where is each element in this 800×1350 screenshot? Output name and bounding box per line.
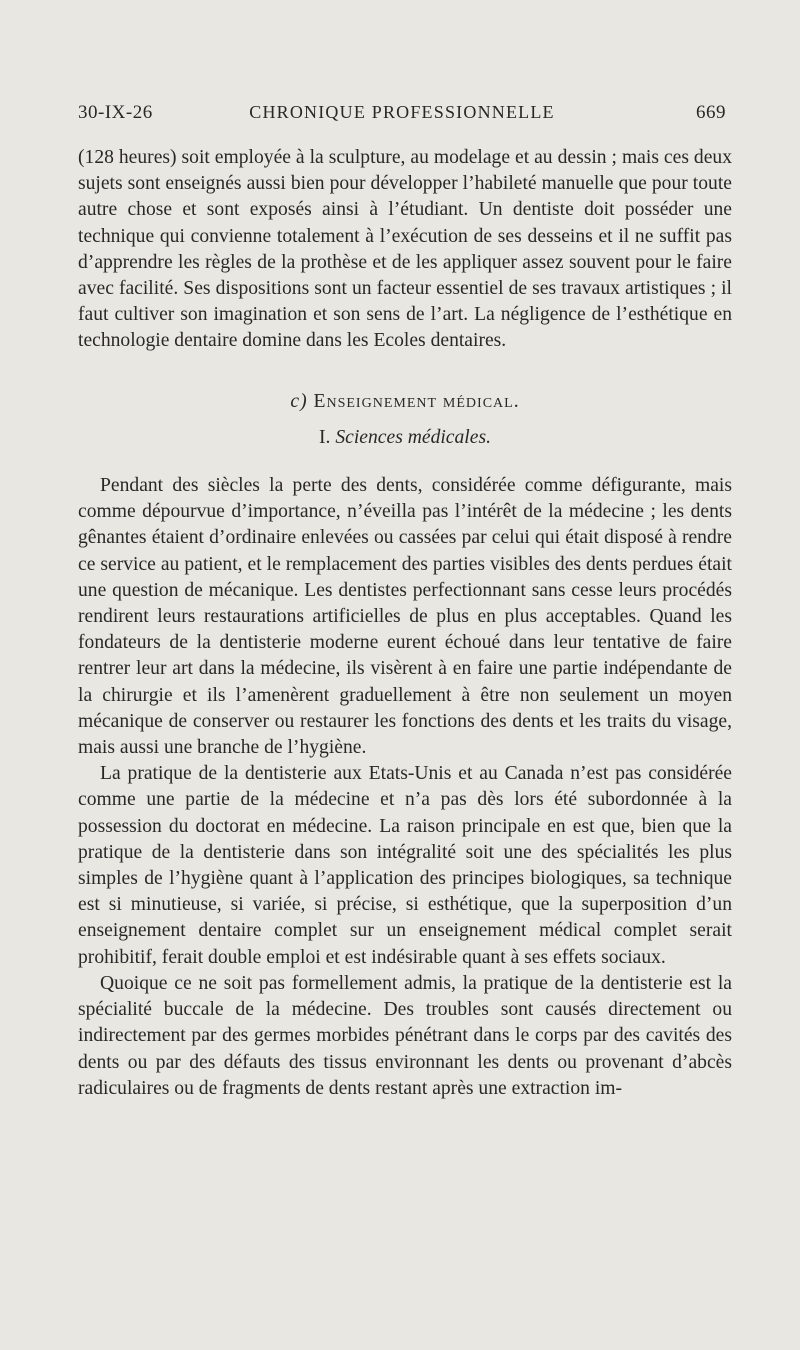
running-head [78, 102, 726, 132]
subsection-title: Sciences médicales. [335, 426, 491, 448]
header-date: 30-IX-26 [78, 102, 153, 123]
paragraph: Quoique ce ne soit pas formellement admis, la pratique de la dentisterie est la spécialité buccale de la médecine. Des troubles sont causés directement ou indirectement par des germes morbides pénétrant dans le corps par des cavités des dents ou par des défauts des tissus environnant les dents ou provenant d’abcès radiculaires ou de fragments de dents restant après une extraction im- [78, 972, 732, 1099]
subsection-heading [78, 425, 732, 451]
paragraph: Pendant des siècles la perte des dents, considérée comme défigurante, mais comme dépourvue d’importance, n’éveilla pas l’intérêt de la médecine ; les dents gênantes étaient d’ordinaire enlevées ou cassées par celui qui était disposé à rendre ce service au patient, et le remplacement des parties visibles des dents perdues était une question de mécanique. Les dentistes perfectionnant sans cesse leurs procédés rendirent leurs restaurations artificielles de plus en plus acceptables. Quand les fondateurs de la dentisterie moderne eurent échoué dans leur tentative de faire rentrer leur art dans la médecine, ils visèrent à en faire une partie indépendante de la chirurgie et ils l’amenèrent graduellement à être non seulement un moyen mécanique de conserver ou restaurer les fonctions des dents et les traits du visage, mais aussi une branche de l’hygiène. [78, 475, 732, 759]
subsection-number: I. [319, 426, 331, 448]
paragraph: La pratique de la dentisterie aux Etats-Unis et au Canada n’est pas considérée comme une partie de la médecine et n’a pas dès lors été subordonnée à la possession du doctorat en médecine. La raison principale en est que, bien que la pratique de la dentisterie dans son intégralité soit une des spécialités les plus simples de l’hygiène quant à l’application des principes biologiques, sa technique est si minutieuse, si variée, si précise, si esthétique, que la superposition d’un enseignement dentaire complet sur un enseignement médical complet serait prohibitif, ferait double emploi et est indésirable quant à ses effets sociaux. [78, 763, 732, 968]
section-title: Enseignement médical. [313, 390, 520, 412]
section-letter: c) [290, 390, 308, 412]
section-heading [78, 389, 732, 415]
header-title: CHRONIQUE PROFESSIONNELLE [249, 102, 555, 122]
page-number: 669 [696, 102, 726, 123]
page-body [78, 145, 732, 1102]
paragraph-continued: (128 heures) soit employée à la sculpture, au modelage et au dessin ; mais ces deux sujets sont enseignés aussi bien pour développer l’habileté manuelle que pour toute autre chose et sont exposés ainsi à l’étudiant. Un dentiste doit posséder une technique qui convienne totalement à l’exécution de ses desseins et il ne suffit pas d’apprendre les règles de la prothèse et de les appliquer assez souvent pour le faire avec facilité. Ses dispositions sont un facteur essentiel de ses travaux artistiques ; il faut cultiver son imagination et son sens de l’art. La négligence de l’esthétique en technologie dentaire domine dans les Ecoles dentaires. [78, 147, 732, 352]
